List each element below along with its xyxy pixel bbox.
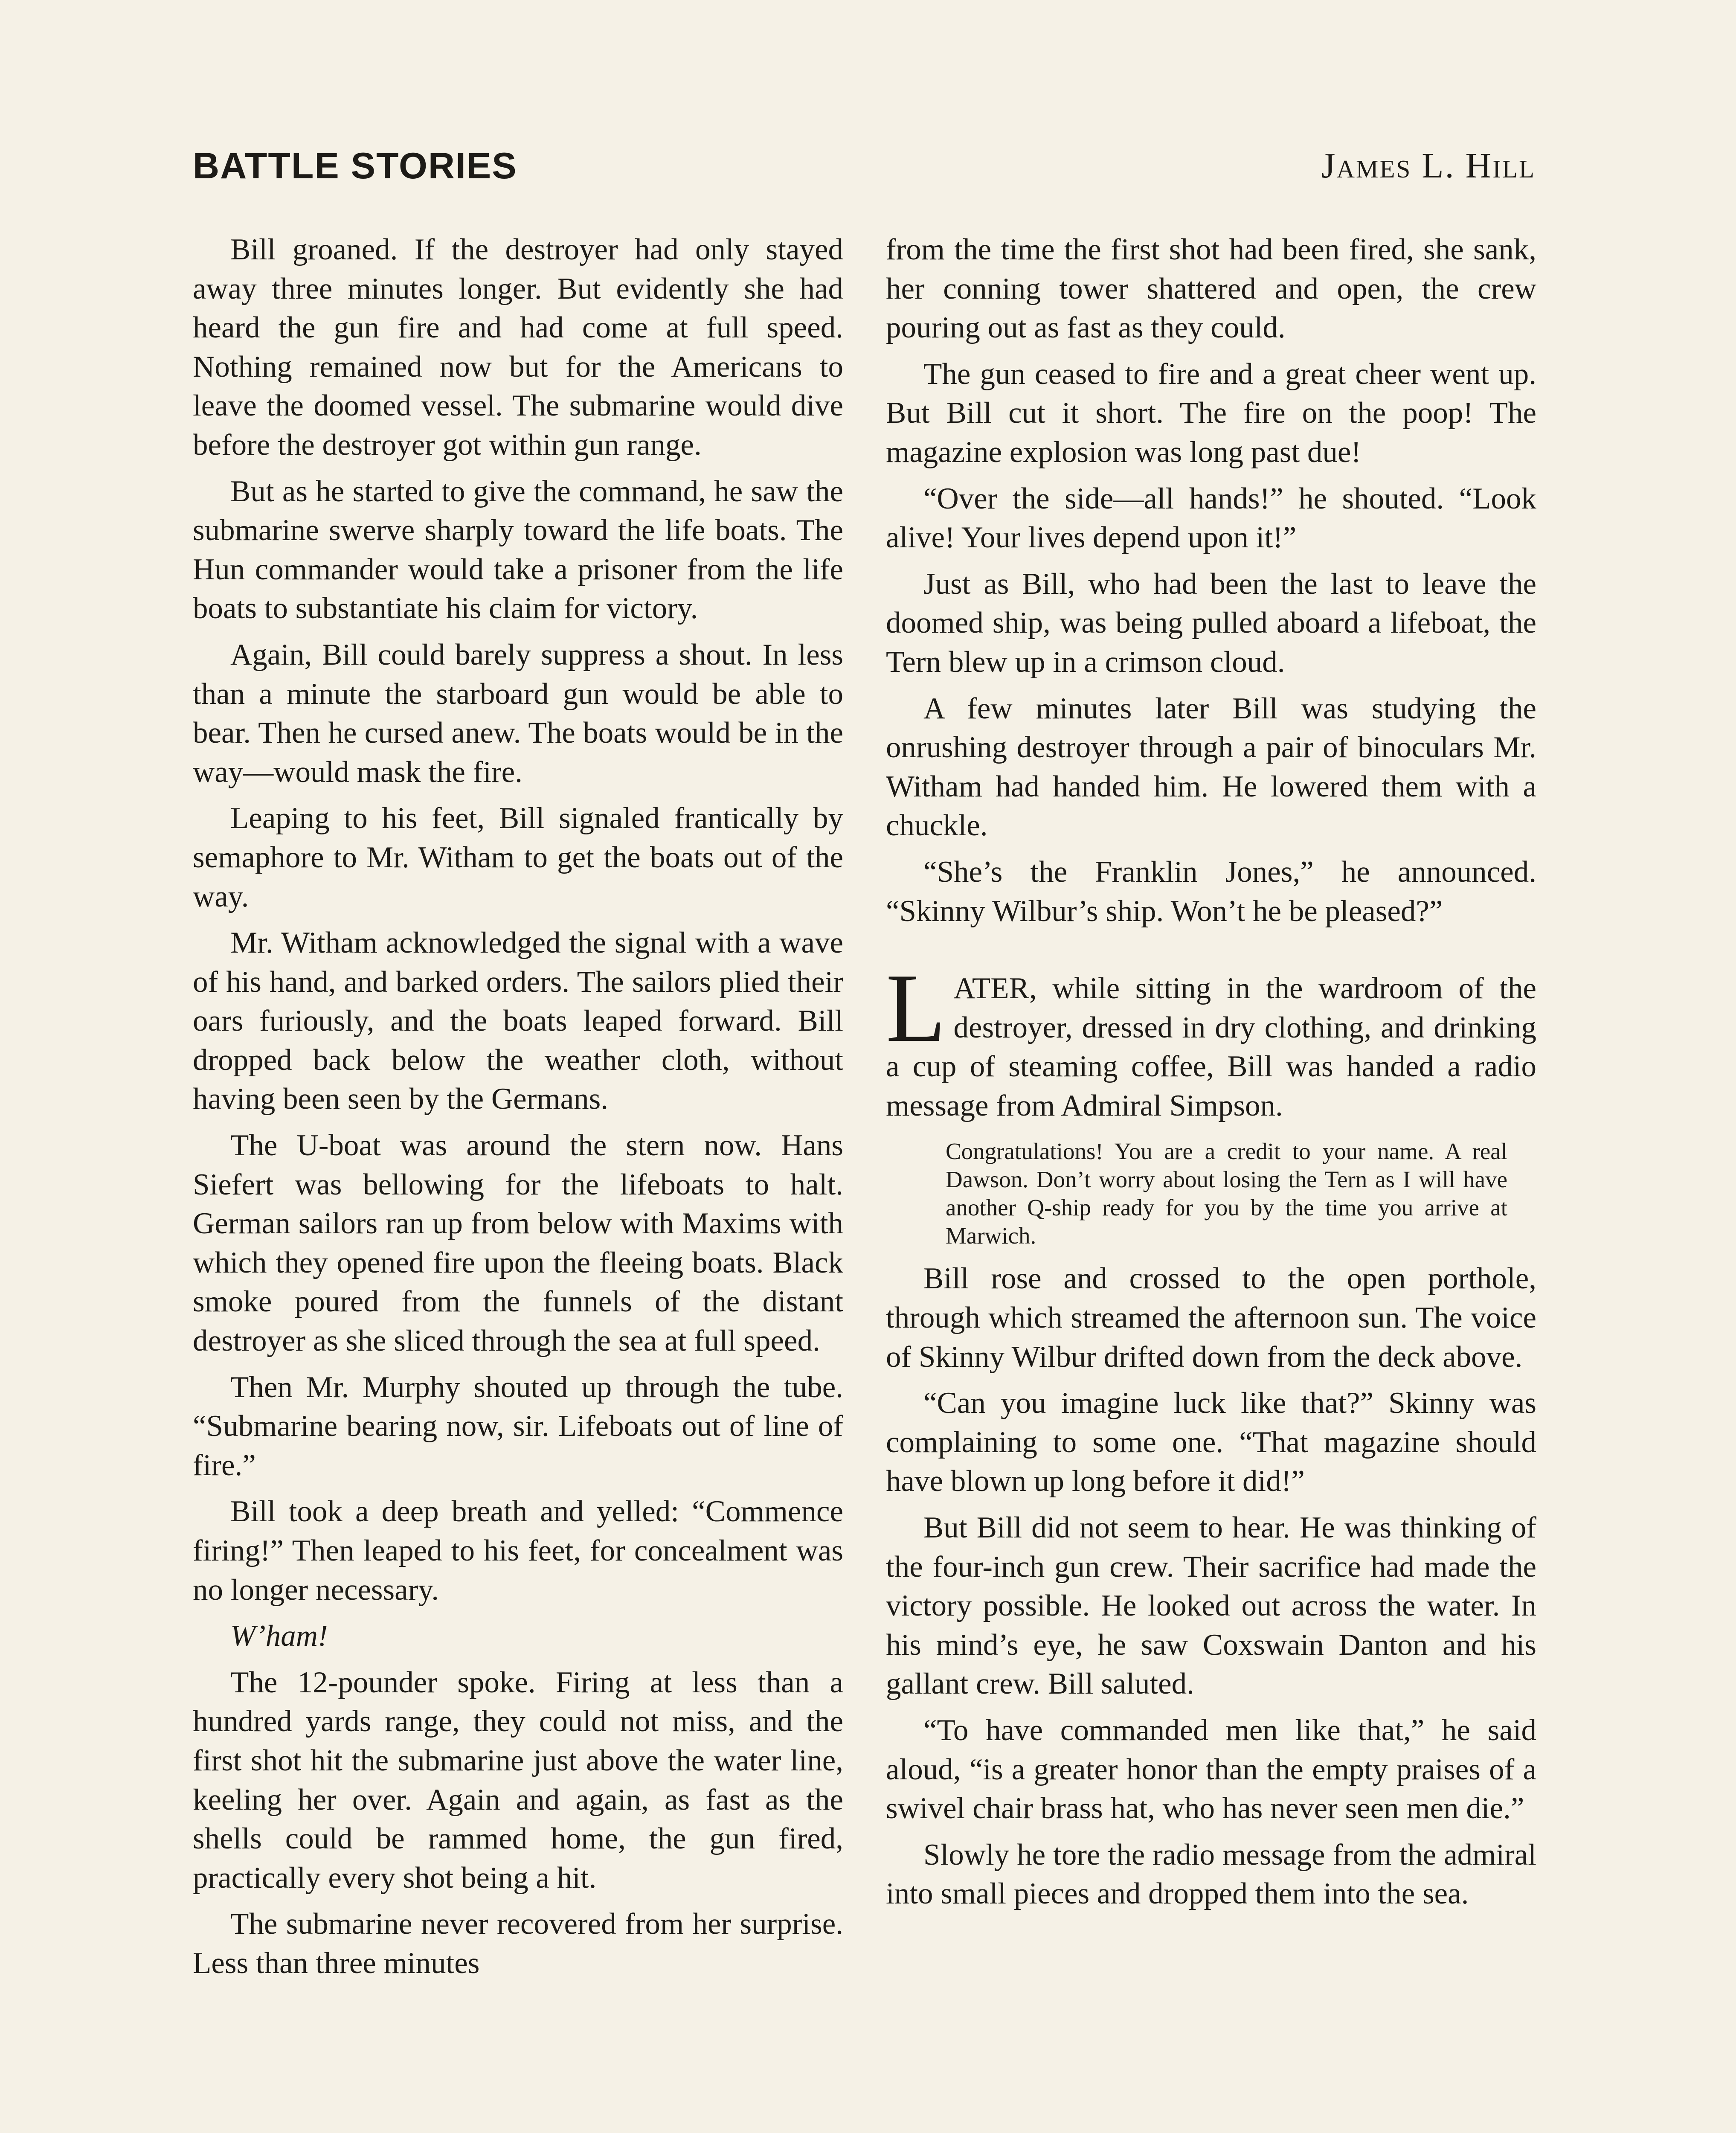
author-name: James L. Hill [1321, 146, 1536, 186]
radio-message [886, 1137, 1536, 1250]
paragraph: But Bill did not seem to hear. He was thinking of the four-inch gun crew. Their sacrifice had made the victory possible. He looked out across the water. In his mind’s eye, he saw Coxswain Danton and his gallant crew. Bill saluted. [886, 1511, 1536, 1701]
section-opening-paragraph: LATER, while sitting in the wardroom of the destroyer, dressed in dry clothing, and drinking a cup of steaming coffee, Bill was handed a radio message from Admiral Simpson. [886, 953, 1536, 1122]
paragraph: The submarine never recovered from her surprise. Less than three minutes [193, 1907, 843, 1980]
paragraph: Bill groaned. If the destroyer had only stayed away three minutes longer. But evidently she had heard the gun fire and had come at full speed. Nothing remained now but for the Americans to leave the doomed vessel. The submarine would dive before the destroyer got within gun range. [193, 233, 843, 462]
paragraph: A few minutes later Bill was studying the onrushing destroyer through a pair of binoculars Mr. Witham had handed him. He lowered them with a chuckle. [886, 692, 1536, 843]
left-column [193, 230, 843, 1991]
paragraph: “Over the side—all hands!” he shouted. “Look alive! Your lives depend upon it!” [886, 482, 1536, 555]
paragraph: Leaping to his feet, Bill signaled frantically by semaphore to Mr. Witham to get the boats out of the way. [193, 802, 843, 913]
paragraph: The 12-pounder spoke. Firing at less than a hundred yards range, they could not miss, and the first shot hit the submarine just above the water line, keeling her over. Again and again, as fast as the shells could be rammed home, the gun fired, practically every shot being a hit. [193, 1665, 843, 1895]
section-title: BATTLE STORIES [193, 145, 517, 186]
paragraph: “To have commanded men like that,” he said aloud, “is a greater honor than the empty praises of a swivel chair brass hat, who has never seen men die.” [886, 1714, 1536, 1825]
paragraph: “She’s the Franklin Jones,” he announced. “Skinny Wilbur’s ship. Won’t he be pleased?” [886, 855, 1536, 928]
paragraph: But as he started to give the command, he saw the submarine swerve sharply toward the life boats. The Hun commander would take a prisoner from the life boats to substantiate his claim for victory. [193, 474, 843, 625]
running-header [193, 145, 1536, 196]
paragraph: Just as Bill, who had been the last to leave the doomed ship, was being pulled aboard a lifeboat, the Tern blew up in a crimson cloud. [886, 567, 1536, 679]
paragraph: Then Mr. Murphy shouted up through the tube. “Submarine bearing now, sir. Lifeboats out of line of fire.” [193, 1370, 843, 1482]
radio-message-text: Congratulations! You are a credit to your name. A real Dawson. Don’t worry about losing the Tern as I will have another Q-ship ready for you by the time you arrive at Marwich. [946, 1138, 1507, 1249]
paragraph: The gun ceased to fire and a great cheer went up. But Bill cut it short. The fire on the poop! The magazine explosion was long past due! [886, 357, 1536, 469]
paragraph: Bill took a deep breath and yelled: “Commence firing!” Then leaped to his feet, for concealment was no longer necessary. [193, 1495, 843, 1607]
paragraph-italic: W’ham! [230, 1619, 328, 1653]
paragraph: from the time the first shot had been fired, she sank, her conning tower shattered and open, the crew pouring out as fast as they could. [886, 233, 1536, 345]
paragraph: The U-boat was around the stern now. Hans Siefert was bellowing for the lifeboats to halt. German sailors ran up from below with Maxims with which they opened fire upon the fleeing boats. Black smoke poured from the funnels of the distant destroyer as she sliced through the sea at full speed. [193, 1129, 843, 1358]
paragraph: Slowly he tore the radio message from the admiral into small pieces and dropped them into the sea. [886, 1838, 1536, 1911]
right-column [886, 230, 1536, 1921]
paragraph: Again, Bill could barely suppress a shout. In less than a minute the starboard gun would be able to bear. Then he cursed anew. The boats would be in the way—would mask the fire. [193, 638, 843, 789]
paragraph: “Can you imagine luck like that?” Skinny was complaining to some one. “That magazine should have blown up long before it did!” [886, 1386, 1536, 1498]
paragraph: Mr. Witham acknowledged the signal with a wave of his hand, and barked orders. The sailors plied their oars furiously, and the boats leaped forward. Bill dropped back below the weather cloth, without having been seen by the Germans. [193, 926, 843, 1116]
paragraph: Bill rose and crossed to the open porthole, through which streamed the afternoon sun. The voice of Skinny Wilbur drifted down from the deck above. [886, 1262, 1536, 1374]
